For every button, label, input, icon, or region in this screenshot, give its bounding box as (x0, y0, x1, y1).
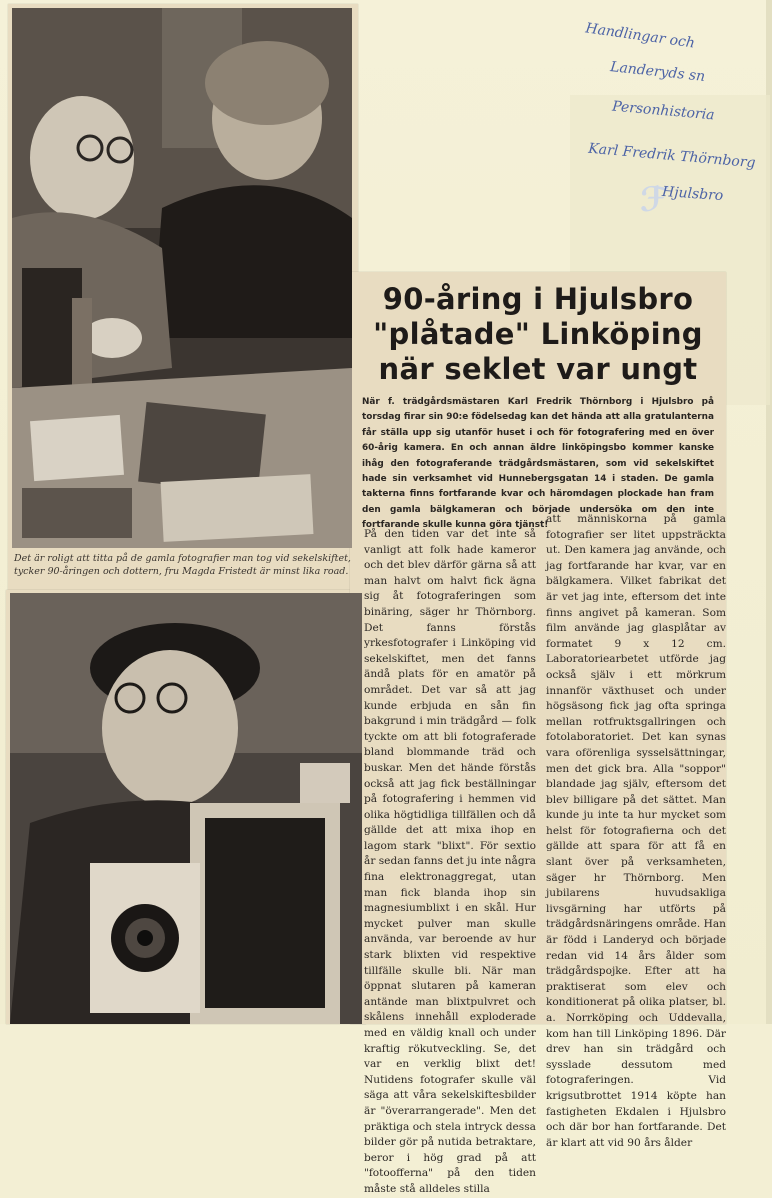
article-column-1: På den tiden var det inte så vanligt att folk hade kameror och det blev därför gärna så att man halvt om halvt fick ägna sig åt fotograferingen som binäring, säger hr Thörnborg. Det fanns förstås yrkesfotografer i Linköping vid sekelskiftet, men det fanns ändå plats för en amatör på området. Det var så att jag kunde erbjuda en sån fin bakgrund i min trädgård — folk tyckte om att bli fotograferade bland blommande träd och buskar. Men det hände förstås också att jag fick beställningar på fotografering i hemmen vid olika högtidliga tillfällen och då gällde det att mixa ihop en lagom stark "blixt". För sextio år sedan fanns det ju inte några fina elektronaggregat, utan man fick blanda ihop sin magnesiumblixt i en skål. Hur mycket pulver man skulle använda, var beroende av hur stark blixten vid respektive tillfälle skulle bli. När man öppnat slutaren på kameran antände man blixtpulvret och skålens innehåll exploderade med en väldig knall och under kraftig rökutveckling. Se, det var en verklig blixt det! Nutidens fotografer skulle väl säga att våra sekelskiftesbilder är "överarrangerade". Men det präktiga och stela intryck dessa bilder gör på nutida betraktare, beror i hög grad på att "fotoofferna" på den tiden måste stå alldeles stilla (364, 528, 536, 1195)
photo-man-and-daughter-image (12, 8, 352, 548)
handwritten-note-5: Hjulsbro (661, 183, 724, 205)
headline-line-1: 90-åring i Hjulsbro (382, 282, 694, 316)
handwritten-note-2: Landeryds sn (609, 59, 706, 85)
handwritten-note-4: Karl Fredrik Thörnborg (587, 140, 757, 172)
handwritten-note-1: Handlingar och (584, 20, 696, 52)
handwritten-note-3: Personhistoria (611, 98, 716, 124)
article-column-2: att människorna på gamla fotografier ser litet uppsträckta ut. Den kamera jag använde, och jag fortfarande har kvar, var en bälgkamera. Vilket fabrikat det är vet jag inte, eftersom det inte finns angivet på kameran. Som film använde jag glasplåtar av formatet 9 x 12 cm. Laboratoriearbetet utförde jag också själv i ett mörkrum innanför växthuset och under högsäsong fick jag ofta springa mellan rotfruktsgallringen och fotolaboratoriet. Det kan synas vara oförenliga sysselsättningar, men det gick bra. Alla "soppor" blandade jag själv, eftersom det blev billigare på det sättet. Man kunde ju inte ta hur mycket som helst för fotografierna och det gällde att spara för att få en slant över på verksamheten, säger hr Thörnborg. Men jubilarens huvudsakliga livsgärning har utförts på trädgårdsnäringens område. Han är född i Landeryd och började redan vid 14 års ålder som trädgårdspojke. Efter att ha praktiserat som elev och konditionerat på olika platser, bl. a. Norrköping och Uddevalla, kom han till Linköping 1896. Där drev han sin trädgård och sysslade dessutom med fotograferingen. Vid krigsutbrottet 1914 köpte han fastigheten Ekdalen i Hjulsbro och där bor han fortfarande. Det är klart att vid 90 års ålder (546, 513, 726, 1149)
headline-line-2: "plåtade" Linköping (373, 317, 703, 351)
headline-line-3: när seklet var ungt (378, 352, 698, 386)
photo-man-and-daughter (12, 8, 352, 548)
photo-man-with-camera (10, 593, 362, 1024)
show-through-mark: ℱ (640, 180, 668, 220)
article-lead: När f. trädgårdsmästaren Karl Fredrik Thörnborg i Hjulsbro på torsdag firar sin 90:e födelsedag kan det hända att alla gratulanterna får ställa upp sig utanför huset i och för fotografering med en över 60-årig kamera. En och annan äldre linköpingsbo kommer kanske ihåg den fotograferande trädgårdsmästaren, som vid sekelskiftet hade sin verksamhet vid Hunnebergsgatan 14 i staden. De gamla takterna finns fortfarande kvar och häromdagen plockade han fram den gamla bälgkameran och började undersöka om den inte fortfarande skulle kunna göra tjänst! (362, 397, 714, 531)
photo-man-with-camera-image (10, 593, 362, 1024)
article-headline (358, 282, 718, 387)
photo-caption: Det är roligt att titta på de gamla fotografier man tog vid sekelskiftet, tycker 90-åringen och dottern, fru Magda Fristedt är minst lika road. (14, 553, 351, 577)
